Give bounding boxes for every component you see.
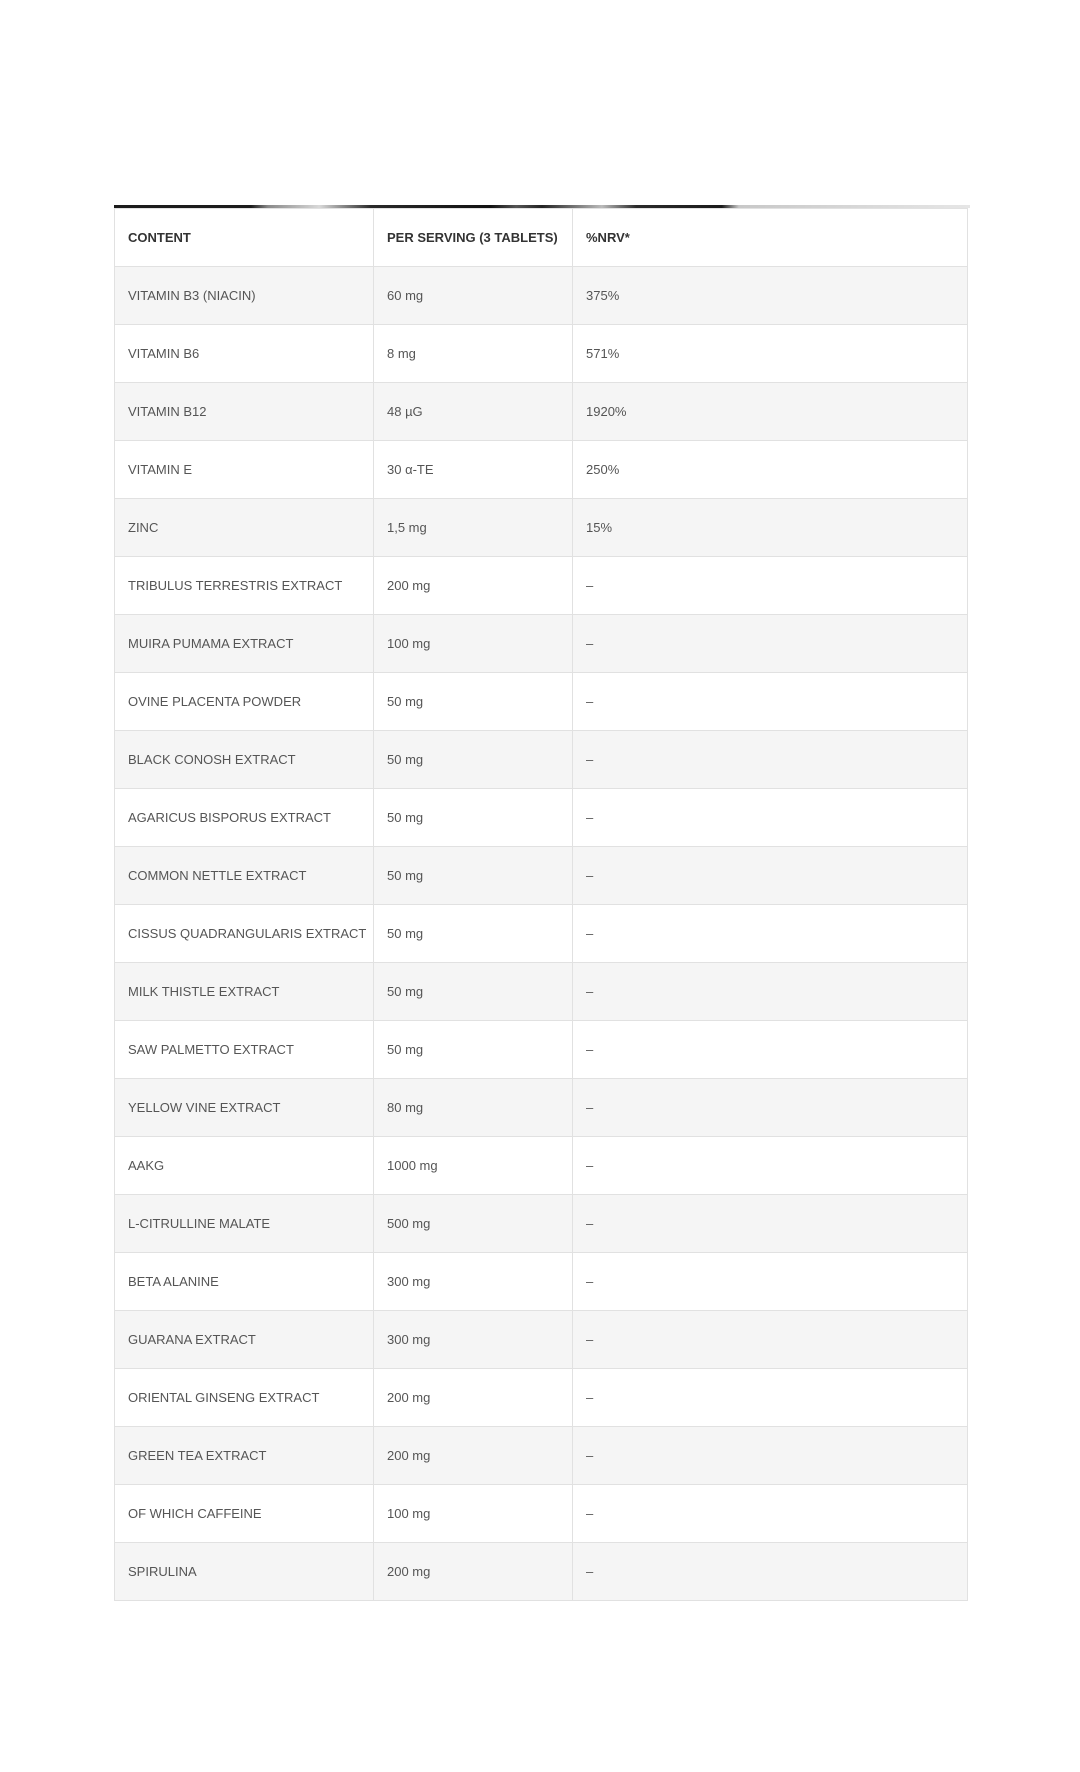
table-row bbox=[115, 1195, 968, 1253]
ingredient-cell: OVINE PLACENTA POWDER bbox=[115, 673, 374, 731]
table-row bbox=[115, 1485, 968, 1543]
nrv-cell: – bbox=[573, 673, 968, 731]
nrv-cell: – bbox=[573, 905, 968, 963]
header-nrv: %NRV* bbox=[573, 209, 968, 267]
nrv-cell: – bbox=[573, 1021, 968, 1079]
table-row bbox=[115, 963, 968, 1021]
nrv-cell: – bbox=[573, 1079, 968, 1137]
amount-cell: 1000 mg bbox=[374, 1137, 573, 1195]
table-row bbox=[115, 1137, 968, 1195]
nrv-cell: – bbox=[573, 1253, 968, 1311]
table-row bbox=[115, 1311, 968, 1369]
amount-cell: 50 mg bbox=[374, 847, 573, 905]
ingredient-cell: AGARICUS BISPORUS EXTRACT bbox=[115, 789, 374, 847]
ingredient-cell: SAW PALMETTO EXTRACT bbox=[115, 1021, 374, 1079]
amount-cell: 30 α-TE bbox=[374, 441, 573, 499]
nrv-cell: – bbox=[573, 789, 968, 847]
amount-cell: 200 mg bbox=[374, 1543, 573, 1601]
nrv-cell: 15% bbox=[573, 499, 968, 557]
ingredient-cell: GUARANA EXTRACT bbox=[115, 1311, 374, 1369]
ingredient-cell: L-CITRULLINE MALATE bbox=[115, 1195, 374, 1253]
table-row bbox=[115, 847, 968, 905]
nrv-cell: – bbox=[573, 731, 968, 789]
nrv-cell: – bbox=[573, 1311, 968, 1369]
ingredient-cell: BETA ALANINE bbox=[115, 1253, 374, 1311]
nrv-cell: – bbox=[573, 1369, 968, 1427]
header-per-serving: PER SERVING (3 TABLETS) bbox=[374, 209, 573, 267]
amount-cell: 8 mg bbox=[374, 325, 573, 383]
nrv-cell: – bbox=[573, 615, 968, 673]
amount-cell: 48 µG bbox=[374, 383, 573, 441]
amount-cell: 50 mg bbox=[374, 673, 573, 731]
header-content: CONTENT bbox=[115, 209, 374, 267]
table-row bbox=[115, 1021, 968, 1079]
nrv-cell: – bbox=[573, 1485, 968, 1543]
amount-cell: 50 mg bbox=[374, 905, 573, 963]
table-row bbox=[115, 557, 968, 615]
amount-cell: 80 mg bbox=[374, 1079, 573, 1137]
table-row bbox=[115, 905, 968, 963]
nrv-cell: – bbox=[573, 1195, 968, 1253]
table-header-row bbox=[115, 209, 968, 267]
amount-cell: 50 mg bbox=[374, 1021, 573, 1079]
nrv-cell: – bbox=[573, 1137, 968, 1195]
table-row bbox=[115, 499, 968, 557]
table-body bbox=[115, 267, 968, 1601]
nutrition-table bbox=[114, 208, 968, 1601]
amount-cell: 300 mg bbox=[374, 1253, 573, 1311]
nrv-cell: 250% bbox=[573, 441, 968, 499]
nrv-cell: – bbox=[573, 1543, 968, 1601]
ingredient-cell: ZINC bbox=[115, 499, 374, 557]
nrv-cell: 1920% bbox=[573, 383, 968, 441]
table-row bbox=[115, 383, 968, 441]
amount-cell: 500 mg bbox=[374, 1195, 573, 1253]
nrv-cell: – bbox=[573, 963, 968, 1021]
table-row bbox=[115, 615, 968, 673]
table-row bbox=[115, 1253, 968, 1311]
nrv-cell: – bbox=[573, 847, 968, 905]
nrv-cell: – bbox=[573, 557, 968, 615]
amount-cell: 50 mg bbox=[374, 731, 573, 789]
ingredient-cell: TRIBULUS TERRESTRIS EXTRACT bbox=[115, 557, 374, 615]
amount-cell: 300 mg bbox=[374, 1311, 573, 1369]
table-row bbox=[115, 673, 968, 731]
ingredient-cell: ORIENTAL GINSENG EXTRACT bbox=[115, 1369, 374, 1427]
table-row bbox=[115, 1543, 968, 1601]
ingredient-cell: VITAMIN E bbox=[115, 441, 374, 499]
table-row bbox=[115, 731, 968, 789]
amount-cell: 100 mg bbox=[374, 1485, 573, 1543]
table-row bbox=[115, 1079, 968, 1137]
ingredient-cell: VITAMIN B3 (NIACIN) bbox=[115, 267, 374, 325]
amount-cell: 200 mg bbox=[374, 557, 573, 615]
nrv-cell: – bbox=[573, 1427, 968, 1485]
ingredient-cell: VITAMIN B6 bbox=[115, 325, 374, 383]
table-row bbox=[115, 441, 968, 499]
table-row bbox=[115, 325, 968, 383]
amount-cell: 60 mg bbox=[374, 267, 573, 325]
ingredient-cell: MILK THISTLE EXTRACT bbox=[115, 963, 374, 1021]
table-row bbox=[115, 789, 968, 847]
ingredient-cell: AAKG bbox=[115, 1137, 374, 1195]
ingredient-cell: BLACK CONOSH EXTRACT bbox=[115, 731, 374, 789]
amount-cell: 50 mg bbox=[374, 789, 573, 847]
ingredient-cell: COMMON NETTLE EXTRACT bbox=[115, 847, 374, 905]
table-row bbox=[115, 1369, 968, 1427]
amount-cell: 200 mg bbox=[374, 1427, 573, 1485]
amount-cell: 100 mg bbox=[374, 615, 573, 673]
amount-cell: 50 mg bbox=[374, 963, 573, 1021]
amount-cell: 1,5 mg bbox=[374, 499, 573, 557]
nrv-cell: 571% bbox=[573, 325, 968, 383]
ingredient-cell: MUIRA PUMAMA EXTRACT bbox=[115, 615, 374, 673]
table-row bbox=[115, 267, 968, 325]
ingredient-cell: GREEN TEA EXTRACT bbox=[115, 1427, 374, 1485]
ingredient-cell: OF WHICH CAFFEINE bbox=[115, 1485, 374, 1543]
amount-cell: 200 mg bbox=[374, 1369, 573, 1427]
nrv-cell: 375% bbox=[573, 267, 968, 325]
table-row bbox=[115, 1427, 968, 1485]
ingredient-cell: VITAMIN B12 bbox=[115, 383, 374, 441]
ingredient-cell: CISSUS QUADRANGULARIS EXTRACT bbox=[115, 905, 374, 963]
ingredient-cell: YELLOW VINE EXTRACT bbox=[115, 1079, 374, 1137]
ingredient-cell: SPIRULINA bbox=[115, 1543, 374, 1601]
